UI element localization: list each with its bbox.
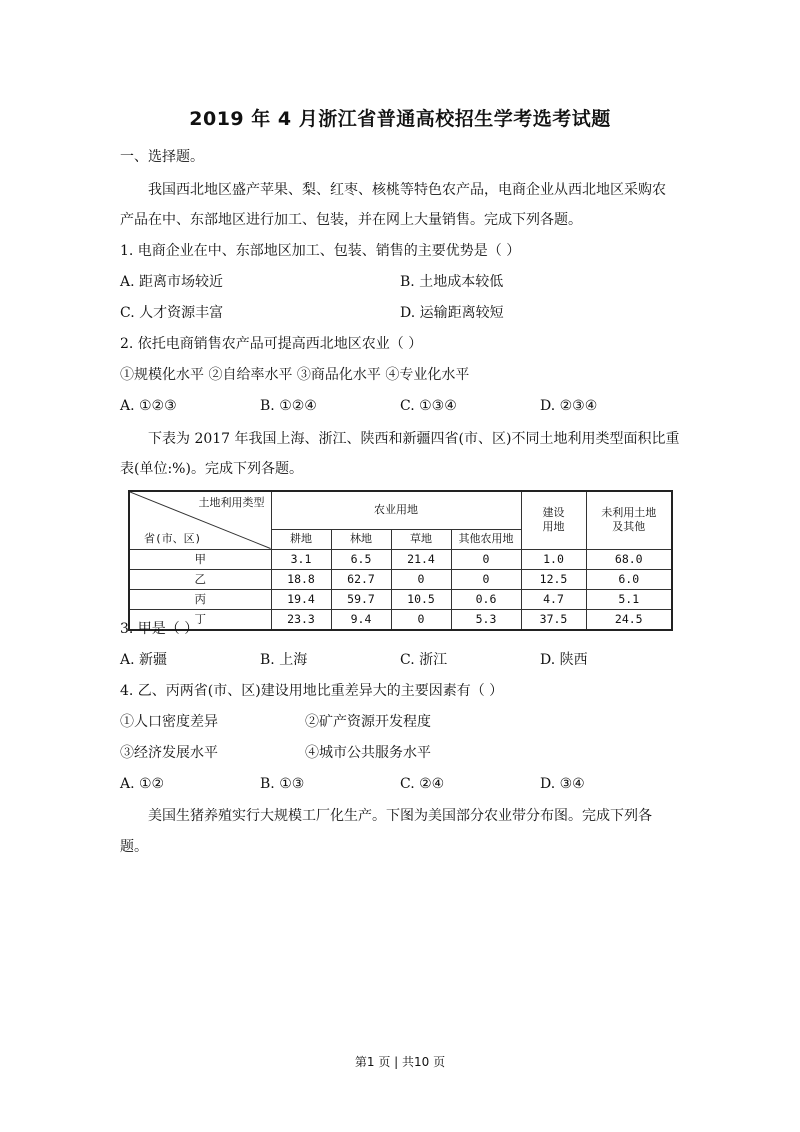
table-row [129, 589, 672, 609]
page-title: 2019 年 4 月浙江省普通高校招生学考选考试题 [189, 108, 611, 130]
q3-stem: 3. 甲是（ ） [120, 621, 199, 637]
land-use-table [128, 490, 673, 631]
table-cell: 4.7 [521, 589, 586, 609]
corner-bottom-label: 省(市、区) [144, 531, 202, 545]
build-land-header-l1: 建设 [542, 506, 565, 520]
row-name: 甲 [129, 549, 271, 569]
table-cell: 0 [451, 549, 521, 569]
table-row [129, 569, 672, 589]
q1-option-a: A. 距离市场较近 [120, 274, 224, 290]
passage1-line1: 我国西北地区盛产苹果、梨、红枣、核桃等特色农产品，电商企业从西北地区采购农 [148, 182, 666, 198]
table-cell: 0.6 [451, 589, 521, 609]
table-cell: 0 [451, 569, 521, 589]
section-heading: 一、选择题。 [120, 149, 204, 165]
table-cell: 10.5 [391, 589, 451, 609]
unused-land-header [586, 491, 672, 549]
q3-option-c: C. 浙江 [400, 652, 448, 668]
q2-option-c: C. ①③④ [400, 398, 457, 414]
q3-option-d: D. 陕西 [540, 652, 588, 668]
passage3-line1: 美国生猪养殖实行大规模工厂化生产。下图为美国部分农业带分布图。完成下列各 [148, 808, 652, 824]
agri-land-header: 农业用地 [271, 491, 521, 529]
table-row [129, 549, 672, 569]
q4-item-2: ②矿产资源开发程度 [305, 714, 431, 730]
table-cell: 5.3 [451, 609, 521, 630]
table-cell: 19.4 [271, 589, 331, 609]
table-cell: 1.0 [521, 549, 586, 569]
passage3-line2: 题。 [120, 839, 148, 855]
build-land-header-l2: 用地 [542, 520, 565, 534]
col-header-grassland: 草地 [391, 529, 451, 549]
q4-option-c: C. ②④ [400, 776, 445, 792]
q4-item-4: ④城市公共服务水平 [305, 745, 431, 761]
unused-land-header-l2: 及其他 [612, 520, 646, 534]
q4-option-d: D. ③④ [540, 776, 585, 792]
q1-option-c: C. 人才资源丰富 [120, 305, 224, 321]
table-cell: 62.7 [331, 569, 391, 589]
q4-item-3: ③经济发展水平 [120, 745, 218, 761]
page-footer: 第1 页 | 共10 页 [354, 1055, 446, 1069]
passage1-line2: 产品在中、东部地区进行加工、包装，并在网上大量销售。完成下列各题。 [120, 212, 582, 228]
q2-items: ①规模化水平 ②自给率水平 ③商品化水平 ④专业化水平 [120, 367, 470, 383]
q3-option-b: B. 上海 [260, 652, 308, 668]
q1-stem: 1. 电商企业在中、东部地区加工、包装、销售的主要优势是（ ） [120, 243, 521, 259]
table-cell: 59.7 [331, 589, 391, 609]
passage2-line1: 下表为 2017 年我国上海、浙江、陕西和新疆四省(市、区)不同土地利用类型面积比重 [148, 431, 680, 447]
table-cell: 6.0 [586, 569, 672, 589]
row-name: 丁 [129, 609, 271, 630]
table-cell: 6.5 [331, 549, 391, 569]
q2-option-b: B. ①②④ [260, 398, 317, 414]
q2-option-a: A. ①②③ [120, 398, 177, 414]
col-header-forest: 林地 [331, 529, 391, 549]
q4-item-1: ①人口密度差异 [120, 714, 218, 730]
q1-option-d: D. 运输距离较短 [400, 305, 504, 321]
table-cell: 68.0 [586, 549, 672, 569]
table-row [129, 609, 672, 630]
passage2-line2: 表(单位:%)。完成下列各题。 [120, 461, 303, 477]
table-cell: 3.1 [271, 549, 331, 569]
table-cell: 5.1 [586, 589, 672, 609]
row-name: 乙 [129, 569, 271, 589]
table-corner-cell [129, 491, 271, 549]
table-cell: 21.4 [391, 549, 451, 569]
q4-option-a: A. ①② [120, 776, 165, 792]
table-cell: 37.5 [521, 609, 586, 630]
table-cell: 24.5 [586, 609, 672, 630]
q2-stem: 2. 依托电商销售农产品可提高西北地区农业（ ） [120, 336, 423, 352]
table-cell: 12.5 [521, 569, 586, 589]
q4-option-b: B. ①③ [260, 776, 305, 792]
q1-option-b: B. 土地成本较低 [400, 274, 504, 290]
corner-top-label: 土地利用类型 [198, 496, 265, 509]
table-cell: 0 [391, 569, 451, 589]
col-header-cropland: 耕地 [271, 529, 331, 549]
table-cell: 23.3 [271, 609, 331, 630]
col-header-other-agri: 其他农用地 [451, 529, 521, 549]
unused-land-header-l1: 未利用土地 [601, 506, 657, 520]
row-name: 丙 [129, 589, 271, 609]
build-land-header [521, 491, 586, 549]
table-cell: 9.4 [331, 609, 391, 630]
q3-option-a: A. 新疆 [120, 652, 168, 668]
q2-option-d: D. ②③④ [540, 398, 598, 414]
q4-stem: 4. 乙、丙两省(市、区)建设用地比重差异大的主要因素有（ ） [120, 683, 504, 699]
table-cell: 18.8 [271, 569, 331, 589]
table-cell: 0 [391, 609, 451, 630]
